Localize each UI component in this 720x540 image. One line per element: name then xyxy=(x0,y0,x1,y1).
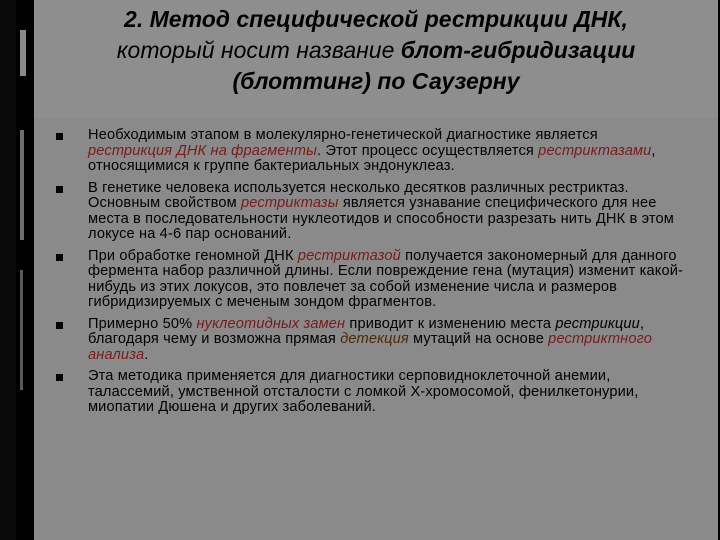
bullet-text: приводит к изменению места xyxy=(345,315,556,332)
left-decoration-bar xyxy=(0,0,16,540)
title-line-1: 2. Метод специфической рестрикции ДНК, xyxy=(124,6,628,32)
bullet-list xyxy=(56,128,686,422)
bullet-text: При обработке геномной ДНК xyxy=(88,247,298,264)
bullet-text: Необходимым этапом в молекулярно-генетической диагностике является xyxy=(88,127,598,143)
bullet-square-icon xyxy=(56,133,63,140)
bullet-item xyxy=(56,369,686,416)
highlighted-term: рестрикции xyxy=(555,315,640,332)
highlighted-term: рестриктазами xyxy=(538,142,652,159)
title-line-3: (блоттинг) по Саузерну xyxy=(232,68,520,94)
bullet-text: , относящимися к группе бактериальных эндонуклеаз. xyxy=(88,142,656,174)
bullet-square-icon xyxy=(56,374,63,381)
bullet-text: Эта методика применяется для диагностики серповидноклеточной анемии, талассемий, умственной отсталости с ломкой Х-хромосомой, фенилкетонурии, миопатии Дюшена и других заболеваний. xyxy=(88,368,639,415)
bullet-item xyxy=(56,128,686,175)
slide-title xyxy=(34,4,718,97)
bullet-square-icon xyxy=(56,254,63,261)
bullet-text: В генетике человека используется несколько десятков различных рестриктаз. Основным свойством xyxy=(88,179,629,211)
bullet-text: является узнавание специфического для нее места в последовательности нуклеотидов и способности разрезать нить ДНК в этом локусе на 4-6 пар оснований. xyxy=(88,195,674,242)
bullet-text: мутаций на основе xyxy=(408,331,549,347)
highlighted-term: детекция xyxy=(340,331,409,347)
bullet-text: . Этот процесс осуществляется xyxy=(317,142,539,159)
highlighted-term: рестриктного анализа xyxy=(88,331,653,363)
bullet-square-icon xyxy=(56,322,63,329)
bullet-item xyxy=(56,317,686,364)
title-line-2-bold: блот-гибридизации xyxy=(400,37,636,63)
bullet-square-icon xyxy=(56,186,63,193)
bullet-text: , благодаря чему и возможна прямая xyxy=(88,315,645,347)
highlighted-term: нуклеотидных замен xyxy=(196,315,346,332)
decoration-block xyxy=(20,130,24,240)
highlighted-term: рестриктазой xyxy=(297,247,401,264)
bullet-text: . xyxy=(144,346,149,363)
highlighted-term: рестриктазы xyxy=(241,195,339,211)
decoration-block xyxy=(20,30,26,76)
decoration-block xyxy=(20,270,23,390)
title-line-2-plain: который носит название xyxy=(116,37,401,63)
bullet-text: получается закономерный для данного фермента набор различной длины. Если повреждение гена (мутация) изменит какой-нибудь из этих локусов, это повлечет за собой изменение числа и размеров гибридизируемых с меченым зондом фрагментов. xyxy=(88,247,684,310)
bullet-item xyxy=(56,181,686,243)
highlighted-term: рестрикция ДНК на фрагменты xyxy=(88,142,318,159)
bullet-item xyxy=(56,249,686,311)
bullet-text: Примерно 50% xyxy=(88,315,197,332)
slide xyxy=(34,0,718,540)
title-line-2 xyxy=(34,35,718,66)
